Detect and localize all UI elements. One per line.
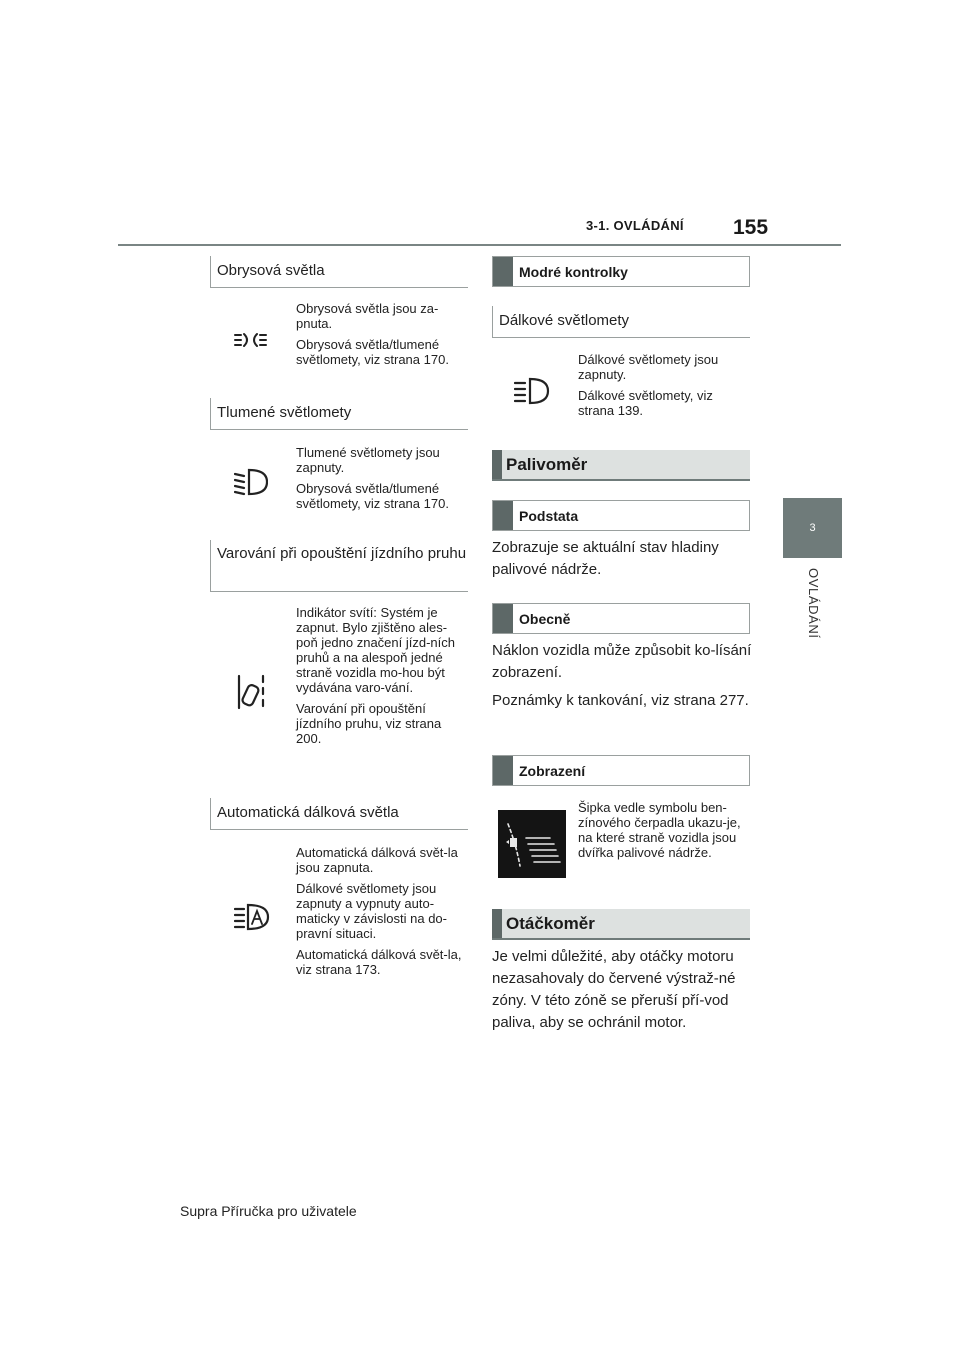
chapter-number: 3 <box>809 522 816 534</box>
side-lights-icon <box>234 331 268 349</box>
text-low-beam <box>296 445 468 517</box>
heading-side-lights: Obrysová světla <box>210 256 468 288</box>
footer-text: Supra Příručka pro uživatele <box>180 1203 357 1219</box>
paragraph: Dálkové světlomety jsou zapnuty. <box>578 352 719 382</box>
paragraph: Obrysová světla/tlumené světlomety, viz strana 170. <box>296 337 449 367</box>
text-lane-departure <box>296 605 468 752</box>
heading-label: Podstata <box>519 507 579 524</box>
paragraph: Tlumené světlomety jsou zapnuty. <box>296 445 440 475</box>
paragraph: Obrysová světla jsou za-pnuta. <box>296 301 439 331</box>
heading-display <box>492 755 750 786</box>
paragraph: Je velmi důležité, aby otáčky motoru nezasahovaly do červené výstraž-né zóny. V této zóně se přeruší pří-vod paliva, aby se ochránil motor. <box>492 948 736 1031</box>
heading-tachometer <box>492 909 750 940</box>
heading-bar <box>492 450 502 479</box>
heading-label: Modré kontrolky <box>519 263 628 280</box>
auto-high-beam-icon <box>234 903 270 931</box>
chapter-label-text: OVLÁDÁNÍ <box>806 568 821 639</box>
heading-general <box>492 603 750 634</box>
paragraph: Obrysová světla/tlumené světlomety, viz strana 170. <box>296 481 449 511</box>
paragraph: Šipka vedle symbolu ben-zínového čerpadla ukazu-je, na které straně vozidla jsou dvířka palivové nádrže. <box>578 800 741 860</box>
paragraph: Poznámky k tankování, viz strana 277. <box>492 692 749 709</box>
paragraph: Automatická dálková svět-la jsou zapnuta. <box>296 845 458 875</box>
paragraph: Dálkové světlomety jsou zapnuty a vypnuty auto-maticky v závislosti na do-pravní situaci. <box>296 881 447 941</box>
paragraph: Zobrazuje se aktuální stav hladiny palivové nádrže. <box>492 539 719 578</box>
text-side-lights <box>296 301 468 373</box>
heading-bar <box>493 756 513 785</box>
heading-blue-lights <box>492 256 750 287</box>
high-beam-icon <box>514 377 550 405</box>
heading-principle <box>492 500 750 531</box>
heading-label: Obecně <box>519 610 571 627</box>
paragraph: Náklon vozidla může způsobit ko-lísání zobrazení. <box>492 642 752 681</box>
paragraph: Automatická dálková svět-la, viz strana 173. <box>296 947 462 977</box>
heading-label: Palivoměr <box>506 454 588 474</box>
low-beam-icon <box>234 467 268 497</box>
heading-bar <box>493 501 513 530</box>
heading-bar <box>493 604 513 633</box>
text-high-beam <box>578 352 750 424</box>
fuel-gauge-display-icon <box>498 810 566 878</box>
page-number: 155 <box>733 216 769 239</box>
chapter-tab <box>783 498 842 558</box>
text-tachometer <box>492 946 754 1040</box>
heading-label: Otáčkoměr <box>506 913 595 933</box>
text-principle <box>492 537 754 587</box>
section-title: 3-1. OVLÁDÁNÍ <box>586 218 684 233</box>
heading-bar <box>492 909 502 938</box>
heading-auto-high-beam: Automatická dálková světla <box>210 798 468 830</box>
header-rule <box>118 244 841 246</box>
heading-high-beam: Dálkové světlomety <box>492 306 750 338</box>
heading-lane-departure: Varování při opouštění jízdního pruhu <box>210 540 468 592</box>
text-display <box>578 800 750 866</box>
text-auto-high-beam <box>296 845 468 983</box>
lane-departure-icon <box>236 674 266 710</box>
heading-label: Zobrazení <box>519 762 586 779</box>
paragraph: Varování při opouštění jízdního pruhu, viz strana 200. <box>296 701 442 746</box>
paragraph: Dálkové světlomety, viz strana 139. <box>578 388 713 418</box>
heading-low-beam: Tlumené světlomety <box>210 398 468 430</box>
chapter-label <box>783 568 842 648</box>
heading-bar <box>493 257 513 286</box>
heading-fuel-gauge <box>492 450 750 481</box>
paragraph: Indikátor svítí: Systém je zapnut. Bylo zjištěno ales-poň jedno značení jízd-ních pruhů a na alespoň jedné straně vozidla mo-hou být vydávána varo-vání. <box>296 605 455 695</box>
text-general <box>492 640 754 718</box>
